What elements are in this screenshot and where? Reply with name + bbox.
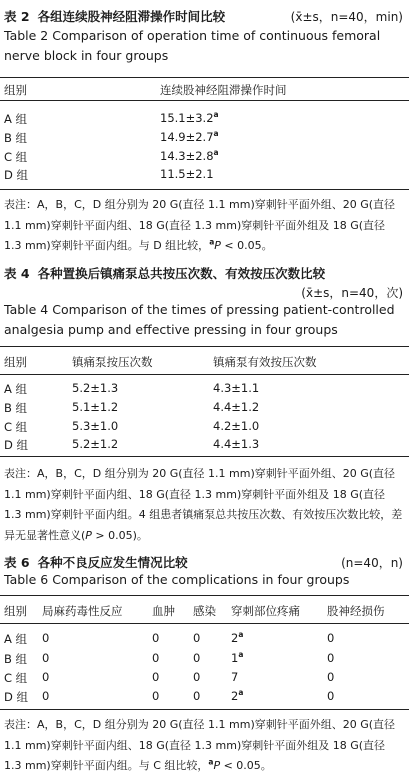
table-6-header-pain: 穿刺部位疼痛 xyxy=(231,604,300,618)
table-2-number: 表 2 xyxy=(4,9,30,24)
table-2-cn-title: 各组连续股神经阻滞操作时间比较 xyxy=(37,9,226,24)
table-cell: 4.4±1.3 xyxy=(213,437,260,451)
table-row-label: D 组 xyxy=(4,168,29,182)
table-row-label: C 组 xyxy=(4,420,28,434)
table-cell: 0 xyxy=(327,670,335,684)
table-2-top-rule xyxy=(0,77,409,78)
table-4-footnote: 表注：A，B，C，D 组分别为 20 G(直径 1.1 mm)穿刺针平面外组、20 G(直径 1.1 mm)穿刺针平面内组、18 G(直径 1.3 mm)穿刺针平面外组及 18 G(直径 1.3 mm)穿刺针平面内组。4 组患者镇痛泵总共按压次数、有效按压次数比较，差异无显著性意义(P > 0.05)。 xyxy=(4,467,403,542)
table-row-label: B 组 xyxy=(4,131,28,145)
table-cell: 0 xyxy=(193,689,201,703)
table-6-header-toxicity: 局麻药毒性反应 xyxy=(42,604,123,618)
table-row-label: C 组 xyxy=(4,671,28,685)
table-2-header-time: 连续股神经阻滞操作时间 xyxy=(160,83,287,97)
table-cell: 15.1±3.2$^a$ xyxy=(160,110,219,125)
table-cell: 5.1±1.2 xyxy=(72,400,119,414)
table-6-header-hematoma: 血肿 xyxy=(152,604,175,618)
table-row-label: A 组 xyxy=(4,112,28,126)
table-cell: 0 xyxy=(152,689,160,703)
table-6-bottom-rule xyxy=(0,709,409,710)
table-row-label: A 组 xyxy=(4,382,28,396)
table-2-en-caption: Table 2 Comparison of operation time of continuous femoral nerve block in four groups xyxy=(4,28,381,63)
table-4-number: 表 4 xyxy=(4,266,30,281)
table-cell: 4.2±1.0 xyxy=(213,419,260,433)
table-2-header-group: 组别 xyxy=(4,83,27,97)
table-4-stat-note: (x̄±s，n=40，次) xyxy=(301,286,403,300)
table-row-label: A 组 xyxy=(4,632,28,646)
table-cell: 0 xyxy=(193,670,201,684)
table-cell: 14.3±2.8$^a$ xyxy=(160,148,219,163)
table-row-label: C 组 xyxy=(4,150,28,164)
table-6-header-group: 组别 xyxy=(4,604,27,618)
table-cell: 0 xyxy=(327,631,335,645)
table-cell: 0 xyxy=(42,689,50,703)
table-row-label: B 组 xyxy=(4,401,28,415)
table-cell: 4.3±1.1 xyxy=(213,381,260,395)
table-2-bottom-rule xyxy=(0,189,409,190)
table-cell: 0 xyxy=(42,651,50,665)
table-2-stat-note: (x̄±s，n=40，min) xyxy=(290,10,403,24)
table-4-top-rule xyxy=(0,346,409,347)
table-cell: 2$^a$ xyxy=(231,630,244,645)
table-cell: 0 xyxy=(152,631,160,645)
table-cell: 0 xyxy=(42,670,50,684)
table-cell: 0 xyxy=(42,631,50,645)
table-4-header-group: 组别 xyxy=(4,355,27,369)
table-4-header-effective: 镇痛泵有效按压次数 xyxy=(213,355,317,369)
table-row-label: B 组 xyxy=(4,652,28,666)
table-cell: 5.2±1.2 xyxy=(72,437,119,451)
table-6-footnote: 表注：A，B，C，D 组分别为 20 G(直径 1.1 mm)穿刺针平面外组、20 G(直径 1.1 mm)穿刺针平面内组、18 G(直径 1.3 mm)穿刺针平面外组及 18 G(直径 1.3 mm)穿刺针平面内组。与 C 组比较，$^a$P < 0.05。 xyxy=(4,718,396,772)
table-cell: 0 xyxy=(152,651,160,665)
table-cell: 5.3±1.0 xyxy=(72,419,119,433)
table-cell: 14.9±2.7$^a$ xyxy=(160,129,219,144)
table-4-header-rule xyxy=(0,374,409,375)
table-6-number: 表 6 xyxy=(4,555,30,570)
table-4-en-caption: Table 4 Comparison of the times of pressing patient-controlled analgesia pump and effective pressing in four groups xyxy=(4,302,395,337)
table-4-cn-title: 各种置换后镇痛泵总共按压次数、有效按压次数比较 xyxy=(37,266,326,281)
table-6-stat-note: (n=40，n) xyxy=(341,556,403,570)
table-6-header-rule xyxy=(0,623,409,624)
table-6-cn-title: 各种不良反应发生情况比较 xyxy=(37,555,188,570)
table-cell: 2$^a$ xyxy=(231,688,244,703)
table-cell: 7 xyxy=(231,670,239,684)
table-cell: 0 xyxy=(327,651,335,665)
table-6-cn-caption xyxy=(4,553,188,571)
table-row-label: D 组 xyxy=(4,690,29,704)
table-cell: 0 xyxy=(193,651,201,665)
table-cell: 11.5±2.1 xyxy=(160,167,214,181)
table-4-header-total: 镇痛泵按压次数 xyxy=(72,355,153,369)
table-4-cn-caption xyxy=(4,264,325,282)
table-6-top-rule xyxy=(0,595,409,596)
table-cell: 0 xyxy=(193,631,201,645)
table-cell: 0 xyxy=(152,670,160,684)
table-cell: 0 xyxy=(327,689,335,703)
table-cell: 4.4±1.2 xyxy=(213,400,260,414)
table-4-bottom-rule xyxy=(0,456,409,457)
table-6-header-nerve: 股神经损伤 xyxy=(327,604,385,618)
table-2-cn-caption xyxy=(4,7,225,25)
table-2-header-rule xyxy=(0,100,409,101)
table-cell: 5.2±1.3 xyxy=(72,381,119,395)
table-row-label: D 组 xyxy=(4,438,29,452)
table-6-header-infection: 感染 xyxy=(193,604,216,618)
table-6-en-caption: Table 6 Comparison of the complications in four groups xyxy=(4,572,350,587)
table-2-footnote: 表注：A，B，C，D 组分别为 20 G(直径 1.1 mm)穿刺针平面外组、20 G(直径 1.1 mm)穿刺针平面内组、18 G(直径 1.3 mm)穿刺针平面外组及 18 G(直径 1.3 mm)穿刺针平面内组。与 D 组比较，$^a$P < 0.05。 xyxy=(4,198,396,252)
table-cell: 1$^a$ xyxy=(231,650,244,665)
